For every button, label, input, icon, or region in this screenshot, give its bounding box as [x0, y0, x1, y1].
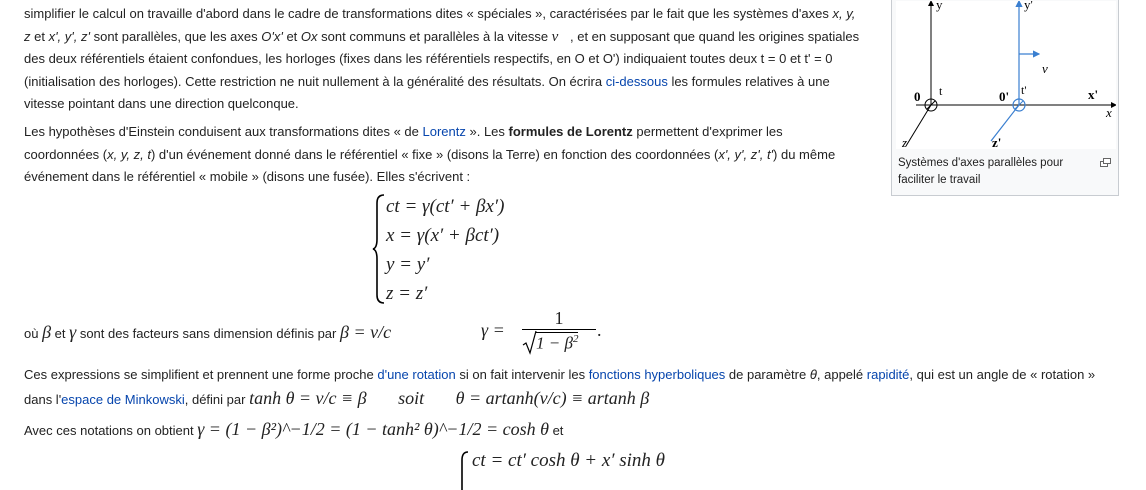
- label-x-prime: x': [1088, 87, 1099, 102]
- paragraph-3: [24, 310, 644, 360]
- label-y-prime: y': [1024, 1, 1033, 12]
- label-t: t: [939, 84, 943, 98]
- axis-ox: Ox: [300, 28, 318, 44]
- label-z-prime: z': [992, 135, 1002, 149]
- text: ) d'un événement donné dans le référentiel « fixe » (disons la Terre) en fonction des coordonnées (: [150, 146, 719, 162]
- text: , et en supposant que quand les origines spatiales des deux référentiels étaient confondues, les horloges (fixes dans les référentiels respectifs, en O et O') indiquaient toutes deux t = 0 et t' = 0 (initialisation des horloges). Cette restriction ne nuit nullement à la généralité des résultats. On écrira: [24, 28, 860, 89]
- text: , qui est un angle de « rotation » dans l': [24, 367, 1096, 407]
- label-z: z: [902, 135, 908, 149]
- text: , défini par: [184, 391, 250, 407]
- brace-icon: [458, 450, 470, 490]
- text: et: [30, 28, 49, 44]
- text: Avec ces notations on obtient: [24, 423, 198, 438]
- beta-symbol: β: [42, 322, 52, 342]
- label-origin: 0: [914, 89, 921, 104]
- paragraph-1: [24, 3, 860, 116]
- text: si on fait intervenir les: [455, 367, 589, 382]
- gamma-cosh-formula: γ = (1 − β²)^−1/2 = (1 − tanh² θ)^−1/2 = cosh θ: [197, 419, 549, 439]
- link-ci-dessous[interactable]: ci-dessous: [605, 73, 668, 89]
- gamma-fraction: [522, 307, 596, 356]
- link-minkowski-space[interactable]: espace de Minkowski: [61, 391, 185, 407]
- link-hyperbolic-functions[interactable]: fonctions hyperboliques: [588, 367, 726, 382]
- enlarge-icon[interactable]: [1100, 158, 1111, 167]
- text: ) du même événement dans le référentiel « mobile » (disons une fusée). Elles s'écrivent :: [24, 146, 836, 184]
- label-t-prime: t': [1021, 83, 1027, 97]
- text: les formules relatives à une vitesse pointant dans une direction quelconque.: [24, 73, 830, 111]
- gamma-symbol: γ: [69, 322, 77, 342]
- label-x: x: [1106, 105, 1112, 120]
- text: simplifier le calcul on travaille d'abord dans le cadre de transformations dites « spéciales », caractérisées par le fait que les systèmes d'axes: [24, 6, 833, 21]
- paragraph-2: [24, 121, 860, 189]
- link-lorentz[interactable]: Lorentz: [422, 124, 466, 139]
- link-rotation[interactable]: d'une rotation: [377, 367, 456, 382]
- parallel-axes-diagram: [896, 1, 1116, 149]
- text: permettent d'exprimer les coordonnées (: [24, 124, 783, 162]
- brace-icon: [372, 193, 386, 305]
- coords-moving: x', y', z', t': [718, 146, 774, 162]
- figure-caption: Systèmes d'axes parallèles pour faciliter le travail: [898, 157, 1064, 186]
- text: sont parallèles, que les axes: [89, 28, 262, 44]
- period: .: [597, 320, 602, 340]
- exponent: 2: [572, 333, 579, 345]
- coords-fixed: x, y, z, t: [107, 146, 151, 162]
- text: sont communs et parallèles à la vitesse: [317, 28, 552, 44]
- fraction-denominator: 1 − β: [536, 333, 573, 353]
- paragraph-4: [24, 364, 1114, 411]
- beta-definition: β = v/c: [339, 322, 392, 342]
- fraction-numerator: 1: [554, 308, 564, 328]
- gamma-lhs: γ =: [481, 320, 505, 340]
- text: ». Les: [465, 124, 509, 139]
- velocity-vector: v⃗: [551, 28, 570, 45]
- text: où: [24, 326, 43, 341]
- text: Ces expressions se simplifient et prennent une forme proche: [24, 367, 378, 382]
- text: , appelé: [816, 367, 867, 382]
- equation-y: y = y′: [386, 254, 430, 275]
- text: et: [282, 28, 301, 44]
- equation-ct: ct = γ(ct′ + βx′): [386, 196, 505, 217]
- equation-ct-rapidity: ct = ct′ cosh θ + x′ sinh θ: [472, 450, 665, 471]
- label-v: v: [1042, 61, 1048, 76]
- axes-diagram[interactable]: [896, 1, 1116, 149]
- text: Les hypothèses d'Einstein conduisent aux transformations dites « de: [24, 124, 423, 139]
- link-rapidite[interactable]: rapidité: [866, 367, 910, 382]
- z-axis: [906, 105, 931, 146]
- label-origin-prime: 0': [999, 89, 1010, 104]
- text: et: [51, 326, 70, 341]
- label-y: y: [936, 1, 943, 12]
- equation-x: x = γ(x′ + βct′): [386, 225, 500, 246]
- theta-symbol: θ: [809, 367, 817, 382]
- rapidity-formula: tanh θ = v/c ≡ β soit θ = artanh(v/c) ≡ artanh β: [249, 387, 650, 408]
- figure-thumbnail: [891, 0, 1119, 196]
- paragraph-5: [24, 418, 1024, 443]
- text: de paramètre: [725, 367, 810, 382]
- bold-text: formules de Lorentz: [508, 124, 633, 139]
- axis-ox-prime: O'x': [261, 28, 283, 44]
- text: et: [548, 423, 564, 438]
- text: sont des facteurs sans dimension définis par: [76, 326, 340, 341]
- axes-xyz-prime: x', y', z': [48, 28, 90, 44]
- axes-xyz: x, y, z: [24, 6, 856, 44]
- equation-z: z = z′: [386, 283, 428, 304]
